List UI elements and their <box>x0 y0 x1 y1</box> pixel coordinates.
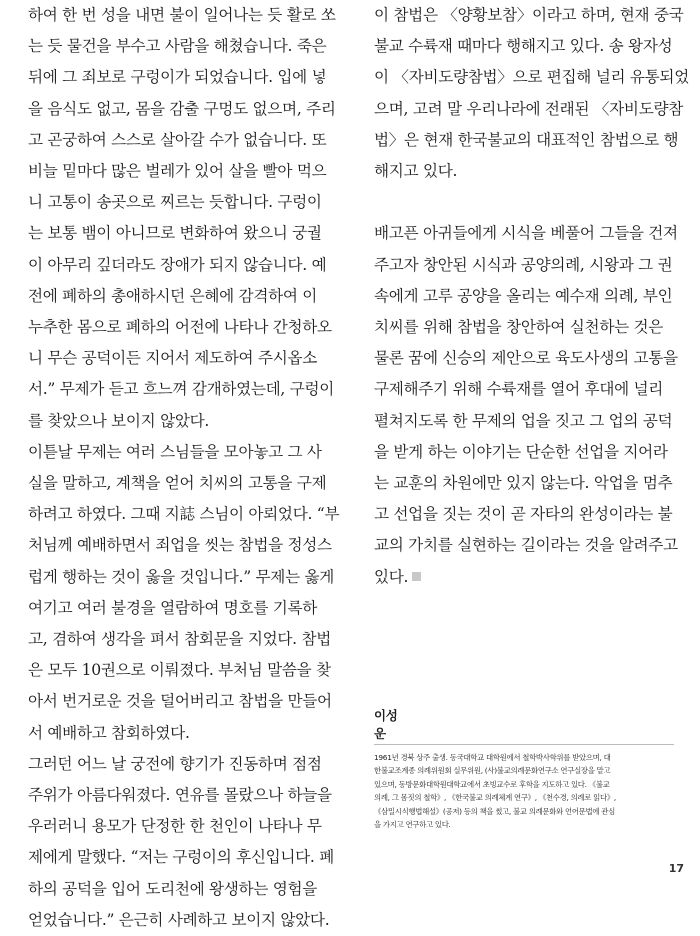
page-number: 17 <box>668 862 684 875</box>
text-line: 서.” 무제가 듣고 흐느껴 감개하였는데, 구렁이 <box>28 380 335 399</box>
text-line: 니 고통이 송곳으로 찌르는 듯합니다. 구렁이 <box>28 193 322 212</box>
text-line: 해지고 있다. <box>374 162 458 181</box>
bio-line: 《삼밀시식행법해설》(공저) 등의 책을 썼고, 불교 의례문화와 언어문법에 관심 <box>374 806 615 816</box>
paragraph-conclusion <box>374 218 678 592</box>
text-line: 법〉은 현재 한국불교의 대표적인 참법으로 행 <box>374 130 679 149</box>
text-line: 니 무슨 공덕이든 지어서 제도하여 주시옵소 <box>28 349 318 368</box>
text-line: 이 아무리 깊더라도 장애가 되지 않습니다. 예 <box>28 255 327 274</box>
text-line: 주고자 창안된 시식과 공양의례, 시왕과 그 권 <box>374 255 673 274</box>
text-line: 배고픈 아귀들에게 시식을 베풀어 그들을 건져 <box>374 224 678 243</box>
left-text-column <box>28 0 340 936</box>
text-line: 고, 겸하여 생각을 펴서 참회문을 지었다. 참법 <box>28 630 331 649</box>
text-line: 럽게 행하는 것이 옳을 것입니다.” 무제는 옳게 <box>28 567 335 586</box>
text-line: 는 듯 물건을 부수고 사람을 해쳤습니다. 죽은 <box>28 37 327 56</box>
text-line: 얻었습니다.” 은근히 사례하고 보이지 않았다. <box>28 910 330 929</box>
text-line: 는 교훈의 차원에만 있지 않는다. 악업을 멈추 <box>374 474 673 493</box>
text-line: 고 곤궁하여 스스로 살아갈 수가 없습니다. 또 <box>28 130 327 149</box>
text-line: 은 모두 10권으로 이뤄졌다. 부처님 말씀을 찾 <box>28 661 331 680</box>
text-line: 으며, 고려 말 우리나라에 전래된 〈자비도량참 <box>374 99 683 118</box>
text-line: 를 찾았으나 보이지 않았다. <box>28 411 210 430</box>
text-line: 실을 말하고, 계책을 얻어 치씨의 고통을 구제 <box>28 474 327 493</box>
bio-line: 의례, 그 몸짓의 철학》, 《한국불교 의례체계 연구》, 《천수경, 의례로 읽다》, <box>374 793 616 803</box>
text-line: 치씨를 위해 참법을 창안하여 실천하는 것은 <box>374 318 664 337</box>
text-line: 하려고 하였다. 그때 지誌 스님이 아뢰었다. “부 <box>28 505 340 524</box>
bio-line: 을 가지고 연구하고 있다. <box>374 820 451 830</box>
text-line: 있다. <box>374 562 672 593</box>
text-line: 하여 한 번 성을 내면 불이 일어나는 듯 활로 쏘 <box>28 6 336 24</box>
text-line: 펼쳐지도록 한 무제의 업을 짓고 그 업의 공덕 <box>374 411 673 430</box>
text-line: 뒤에 그 죄보로 구렁이가 되었습니다. 입에 넣 <box>28 68 327 87</box>
text-line: 서 예배하고 참회하였다. <box>28 723 190 742</box>
author-name: 이성운 <box>374 706 404 745</box>
text-line: 누추한 몸으로 폐하의 어전에 나타나 간청하오 <box>28 318 332 337</box>
text-line: 비늘 밑마다 많은 벌레가 있어 살을 빨아 먹으 <box>28 162 327 181</box>
text-line: 을 받게 하는 이야기는 단순한 선업을 지어라 <box>374 442 668 461</box>
text-line: 교의 가치를 실현하는 길이라는 것을 알려주고 <box>374 536 678 555</box>
text-line: 전에 폐하의 총애하시던 은혜에 감격하여 이 <box>28 286 318 305</box>
text-line: 그러던 어느 날 궁전에 향기가 진동하며 점점 <box>28 754 322 773</box>
paragraph-chambeop <box>374 0 689 187</box>
text-line: 물론 꿈에 신승의 제안으로 육도사생의 고통을 <box>374 349 678 368</box>
right-text-column <box>374 0 689 593</box>
text-line: 속에게 고루 공양을 올리는 예수재 의례, 부인 <box>374 286 673 305</box>
text-line: 구제해주기 위해 수륙재를 열어 후대에 널리 <box>374 380 664 399</box>
text-line: 우러러니 용모가 단정한 한 천인이 나타나 무 <box>28 817 322 836</box>
text-line: 고 선업을 짓는 것이 곧 자타의 완성이라는 불 <box>374 505 673 524</box>
text-line: 아서 번거로운 것을 덜어버리고 참법을 만들어 <box>28 692 332 711</box>
text-line: 하의 공덕을 입어 도리천에 왕생하는 영험을 <box>28 879 318 898</box>
text-line: 제에게 말했다. “저는 구렁이의 후신입니다. 폐 <box>28 848 335 867</box>
text-line: 이 참법은 〈양황보참〉이라고 하며, 현재 중국 <box>374 6 684 24</box>
text-line: 주위가 아름다워졌다. 연유를 몰랐으나 하늘을 <box>28 786 332 805</box>
bio-line: 1961년 경북 상주 출생. 동국대학교 대학원에서 철학박사학위를 받았으며, 대 <box>374 753 611 762</box>
text-line: 처님께 예배하면서 죄업을 씻는 참법을 정성스 <box>28 536 332 555</box>
text-line: 이튿날 무제는 여러 스님들을 모아놓고 그 사 <box>28 442 322 461</box>
author-bio <box>374 751 674 831</box>
text-line: 는 보통 뱀이 아니므로 변화하여 왔으니 궁궐 <box>28 224 322 243</box>
text-line: 을 음식도 없고, 몸을 감출 구멍도 없으며, 주리 <box>28 99 336 118</box>
end-mark-icon <box>412 572 421 581</box>
text-line: 여기고 여러 불경을 열람하여 명호를 기록하 <box>28 598 318 617</box>
text-line: 이 〈자비도량참법〉으로 편집해 널리 유통되었 <box>374 68 689 87</box>
text-line: 불교 수륙재 때마다 행해지고 있다. 송 왕자성 <box>374 37 673 56</box>
divider <box>374 744 674 745</box>
author-profile <box>374 706 674 831</box>
paragraph-gap <box>374 187 672 218</box>
bio-line: 한불교조계종 의례위원회 실무위원, (사)불교의례문화연구소 연구실장을 맡고 <box>374 766 611 776</box>
bio-line: 있으며, 동방문화대학원대학교에서 초빙교수로 후학을 지도하고 있다. 《불교 <box>374 779 610 789</box>
